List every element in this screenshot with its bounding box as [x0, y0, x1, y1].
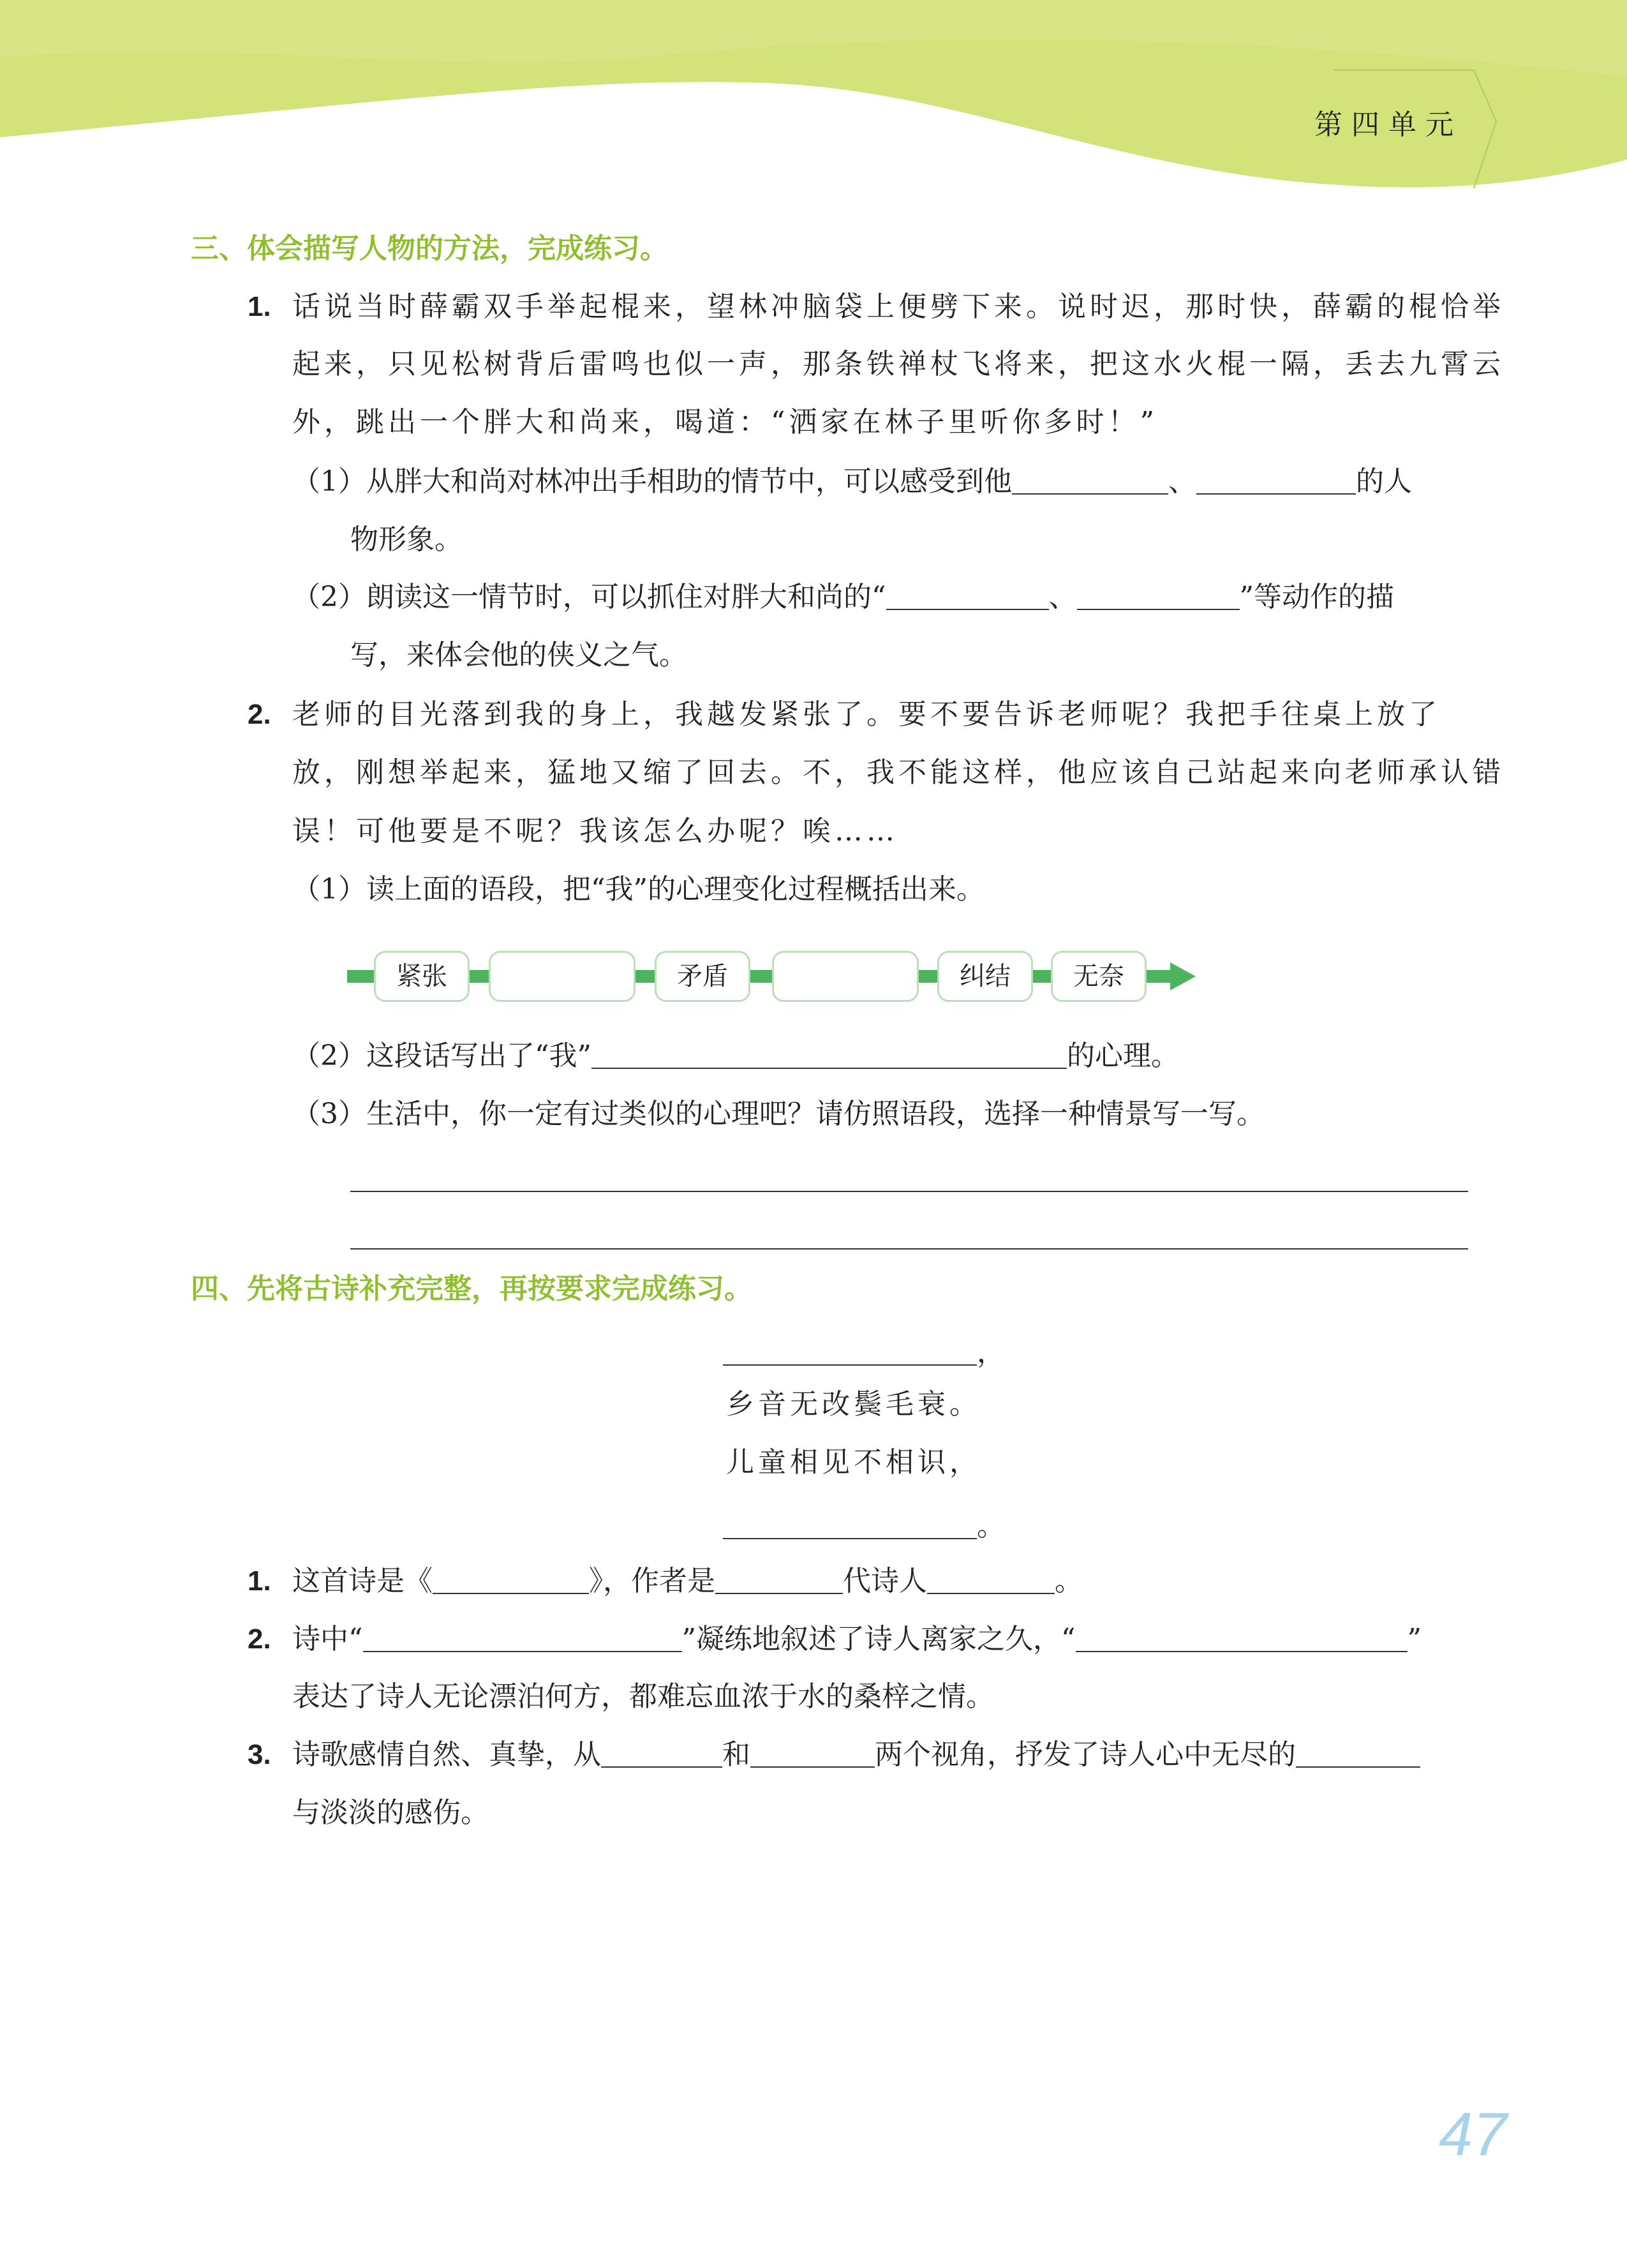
writing-line[interactable]	[350, 1248, 1468, 1250]
answer-blank[interactable]	[750, 1740, 875, 1768]
answer-blank[interactable]	[1012, 466, 1168, 495]
answer-blank[interactable]	[723, 1338, 977, 1366]
q1-passage-line: 话说当时薛霸双手举起棍来，望林冲脑袋上便劈下来。说时迟，那时快，薛霸的棍恰举	[292, 290, 1504, 323]
q2-passage-line: 误！可他要是不呢？我该怎么办呢？唉……	[292, 815, 898, 847]
s4-q1-number: 1.	[248, 1565, 271, 1597]
q1-sub1	[292, 463, 1412, 501]
q2-sub2	[292, 1037, 1179, 1075]
text: 诗歌感情自然、真挚，从	[292, 1738, 601, 1771]
emotion-flow	[347, 951, 1196, 1002]
s4-q2-cont: 表达了诗人无论漂泊何方，都难忘血浓于水的桑梓之情。	[292, 1680, 994, 1713]
q1-sub2-cont: 写，来体会他的侠义之气。	[350, 639, 687, 671]
text: 这首诗是《	[292, 1565, 433, 1597]
answer-blank[interactable]	[591, 1041, 1067, 1069]
text: 。	[1055, 1565, 1083, 1597]
text: 诗中“	[292, 1623, 363, 1655]
answer-blank[interactable]	[1296, 1740, 1420, 1768]
answer-blank[interactable]	[886, 582, 1049, 610]
flow-box-blank[interactable]	[772, 951, 919, 1002]
q2-sub1: （1）读上面的语段，把“我”的心理变化过程概括出来。	[292, 873, 984, 906]
s4-q3-cont: 与淡淡的感伤。	[292, 1796, 489, 1829]
q1-sub2	[292, 578, 1394, 616]
poem-line-2: 乡音无改鬓毛衰。	[726, 1388, 981, 1421]
q2-number: 2.	[248, 699, 271, 730]
answer-blank[interactable]	[1196, 466, 1356, 495]
flow-box: 紧张	[374, 951, 470, 1002]
answer-blank[interactable]	[927, 1566, 1055, 1594]
q1-sub1-cont: 物形象。	[350, 523, 463, 556]
page-number: 47	[1439, 2100, 1507, 2168]
s4-q3-number: 3.	[248, 1739, 271, 1770]
text: ”等动作的描	[1239, 581, 1394, 613]
q1-passage-line: 外，跳出一个胖大和尚来，喝道：“洒家在林子里听你多时！”	[292, 406, 1158, 438]
section3-title: 三、体会描写人物的方法，完成练习。	[191, 232, 668, 265]
answer-blank[interactable]	[601, 1740, 722, 1768]
s4-q2-number: 2.	[248, 1623, 271, 1655]
text: ”凝练地叙述了诗人离家之久，“	[681, 1623, 1076, 1655]
answer-blank[interactable]	[363, 1624, 682, 1652]
s4-q1	[292, 1562, 1083, 1600]
text: 》，作者是	[589, 1565, 715, 1597]
flow-box-blank[interactable]	[489, 951, 635, 1002]
unit-label: 第 四 单 元	[1314, 108, 1453, 141]
s4-q3	[292, 1736, 1420, 1774]
text: ”	[1407, 1623, 1422, 1655]
text: 。	[977, 1510, 1005, 1542]
q1-passage-line: 起来，只见松树背后雷鸣也似一声，那条铁禅杖飞将来，把这水火棍一隔，丢去九霄云	[292, 348, 1504, 380]
text: 代诗人	[843, 1565, 927, 1597]
answer-blank[interactable]	[433, 1566, 589, 1594]
text: （2）朗读这一情节时，可以抓住对胖大和尚的“	[292, 581, 886, 613]
text: （2）这段话写出了“我”	[292, 1040, 591, 1072]
header-banner	[0, 0, 1627, 204]
flow-box: 矛盾	[655, 951, 750, 1002]
q2-passage-line: 放，刚想举起来，猛地又缩了回去。不，我不能这样，他应该自己站起来向老师承认错	[292, 756, 1504, 789]
arrow-right-icon	[1170, 962, 1196, 990]
answer-blank[interactable]	[715, 1566, 843, 1594]
section4-title: 四、先将古诗补充完整，再按要求完成练习。	[191, 1272, 752, 1305]
answer-blank[interactable]	[723, 1511, 977, 1539]
text: 、	[1168, 465, 1196, 498]
poem-line-3: 儿童相见不相识，	[726, 1446, 981, 1479]
flow-box: 纠结	[937, 951, 1033, 1002]
text: （1）从胖大和尚对林冲出手相助的情节中，可以感受到他	[292, 465, 1012, 498]
poem-line-1	[723, 1334, 1005, 1372]
q2-passage-line: 老师的目光落到我的身上，我越发紧张了。要不要告诉老师呢？我把手往桌上放了	[292, 698, 1441, 731]
text: 和	[722, 1738, 750, 1771]
writing-line[interactable]	[350, 1191, 1468, 1192]
poem-line-4	[723, 1507, 1005, 1546]
flow-box: 无奈	[1051, 951, 1147, 1002]
answer-blank[interactable]	[1076, 1624, 1408, 1652]
text: ，	[977, 1336, 1005, 1369]
s4-q2	[292, 1620, 1422, 1659]
answer-blank[interactable]	[1077, 582, 1240, 610]
text: 的心理。	[1066, 1040, 1179, 1072]
text: 两个视角，抒发了诗人心中无尽的	[875, 1738, 1296, 1771]
q2-sub3: （3）生活中，你一定有过类似的心理吧？请仿照语段，选择一种情景写一写。	[292, 1098, 1265, 1130]
q1-number: 1.	[248, 291, 271, 322]
text: 、	[1048, 581, 1077, 613]
text: 的人	[1356, 465, 1412, 498]
